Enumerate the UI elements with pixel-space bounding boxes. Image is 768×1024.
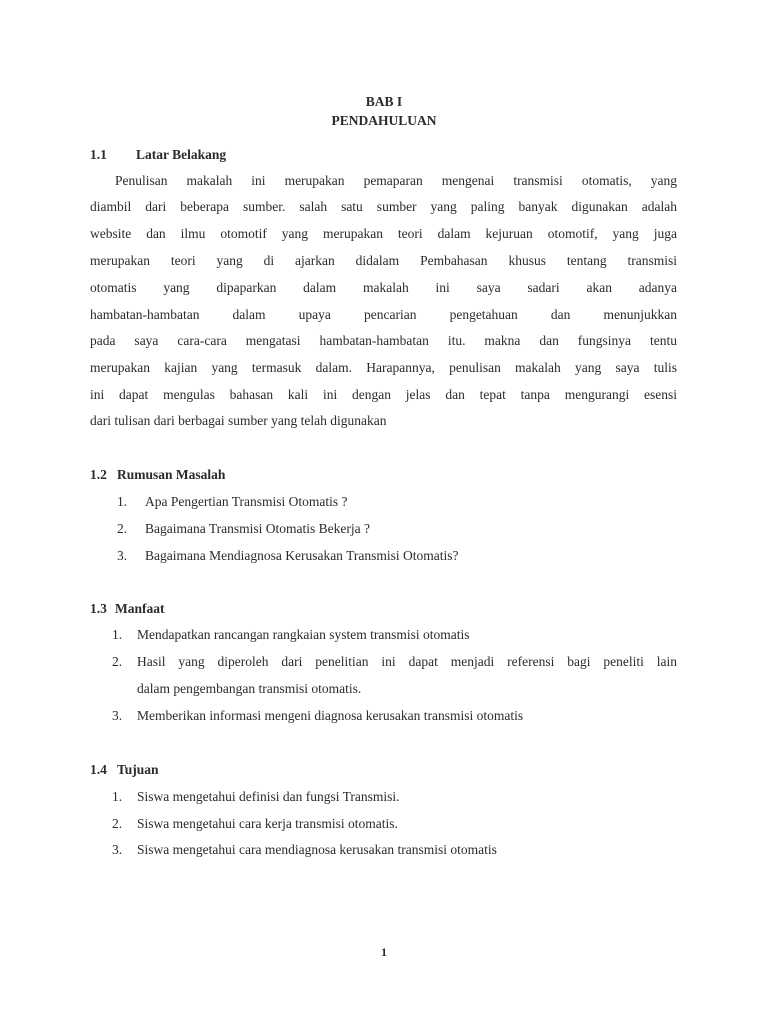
list-number: 1.	[117, 494, 128, 509]
section-title: Tujuan	[117, 762, 159, 777]
section-title: Rumusan Masalah	[117, 467, 226, 482]
list-number: 1.	[112, 627, 123, 642]
section-heading-manfaat	[90, 601, 165, 617]
section-heading-tujuan	[90, 762, 159, 778]
paragraph-line: merupakan kajian yang termasuk dalam. Harapannya, penulisan makalah yang saya tulis	[90, 360, 677, 375]
list-number: 2.	[112, 816, 123, 831]
list-text: Bagaimana Transmisi Otomatis Bekerja ?	[145, 521, 370, 536]
section-title: Manfaat	[115, 601, 165, 616]
paragraph-line: dari tulisan dari berbagai sumber yang telah digunakan	[90, 413, 387, 428]
paragraph-line: pada saya cara-cara mengatasi hambatan-hambatan itu. makna dan fungsinya tentu	[90, 333, 677, 348]
paragraph-line: diambil dari beberapa sumber. salah satu sumber yang paling banyak digunakan adalah	[90, 199, 677, 214]
list-text: Bagaimana Mendiagnosa Kerusakan Transmisi Otomatis?	[145, 548, 459, 563]
section-title: Latar Belakang	[136, 147, 227, 162]
chapter-number: BAB I	[365, 94, 403, 109]
section-heading-rumusan-masalah	[90, 467, 225, 483]
list-text: Siswa mengetahui definisi dan fungsi Transmisi.	[137, 789, 400, 804]
list-number: 3.	[112, 842, 123, 857]
chapter-title: PENDAHULUAN	[331, 113, 437, 128]
list-text: Memberikan informasi mengeni diagnosa kerusakan transmisi otomatis	[137, 708, 524, 723]
page-number: 1	[381, 945, 387, 959]
list-text: Siswa mengetahui cara kerja transmisi otomatis.	[137, 816, 398, 831]
paragraph-line: merupakan teori yang di ajarkan didalam Pembahasan khusus tentang transmisi	[90, 253, 677, 268]
list-number: 1.	[112, 789, 123, 804]
list-text: Apa Pengertian Transmisi Otomatis ?	[145, 494, 348, 509]
paragraph-line: ini dapat mengulas bahasan kali ini dengan jelas dan tepat tanpa mengurangi esensi	[90, 387, 677, 402]
list-text-continuation: dalam pengembangan transmisi otomatis.	[137, 681, 362, 696]
section-number: 1.2	[90, 467, 107, 482]
section-number: 1.4	[90, 762, 107, 777]
paragraph-line: website dan ilmu otomotif yang merupakan teori dalam kejuruan otomotif, yang juga	[90, 226, 677, 241]
list-number: 2.	[112, 654, 123, 669]
paragraph-line: otomatis yang dipaparkan dalam makalah ini saya sadari akan adanya	[90, 280, 677, 295]
paragraph-line: hambatan-hambatan dalam upaya pencarian pengetahuan dan menunjukkan	[90, 307, 677, 322]
list-number: 3.	[117, 548, 128, 563]
list-number: 2.	[117, 521, 128, 536]
section-number: 1.1	[90, 147, 107, 162]
section-heading-latar-belakang	[90, 147, 226, 163]
list-text: Siswa mengetahui cara mendiagnosa kerusakan transmisi otomatis	[137, 842, 497, 857]
list-number: 3.	[112, 708, 123, 723]
list-text: Hasil yang diperoleh dari penelitian ini dapat menjadi referensi bagi peneliti lain	[137, 654, 677, 669]
paragraph-line: Penulisan makalah ini merupakan pemaparan mengenai transmisi otomatis, yang	[115, 173, 677, 188]
section-number: 1.3	[90, 601, 107, 616]
list-text: Mendapatkan rancangan rangkaian system transmisi otomatis	[137, 627, 470, 642]
